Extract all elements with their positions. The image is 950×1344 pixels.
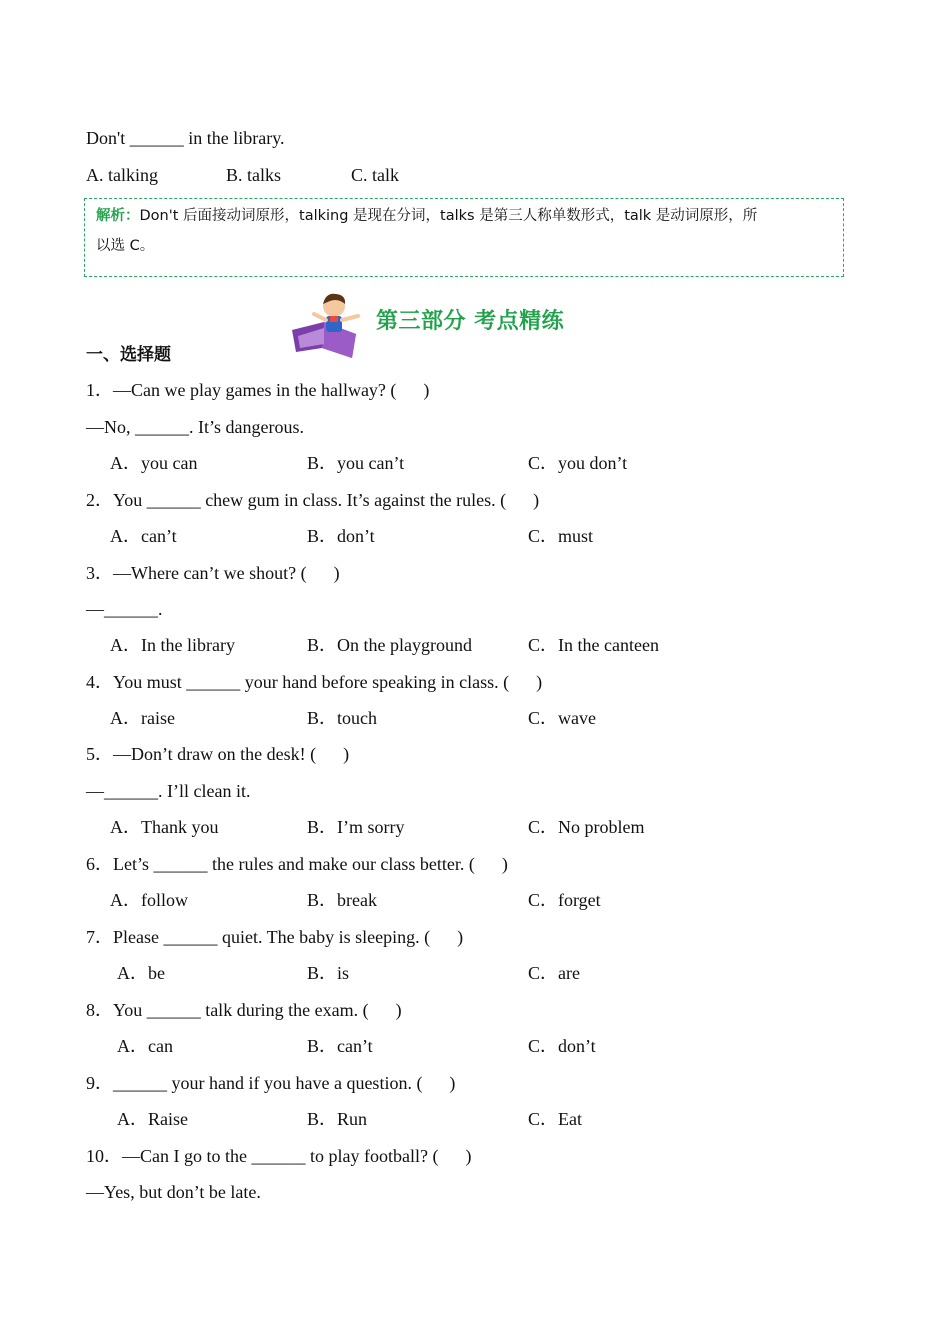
question-3-option-c: C．In the canteen <box>528 635 659 655</box>
analysis-text-1: Don't 后面接动词原形，talking 是现在分词，talks 是第三人称单数形式，talk 是动词原形，所 <box>139 208 758 224</box>
question-6-options <box>0 888 950 912</box>
question-7-option-a: A．be <box>117 963 165 983</box>
question-5-options <box>0 815 950 839</box>
question-9-options <box>0 1107 950 1131</box>
question-7-options <box>0 961 950 985</box>
question-2-options <box>0 524 950 548</box>
question-1-option-c: C．you don’t <box>528 453 628 473</box>
question-8-options <box>0 1034 950 1058</box>
question-3-option-a: A．In the library <box>110 635 235 655</box>
question-3-line-2: —______. <box>86 599 163 619</box>
question-6-option-a: A．follow <box>110 890 188 910</box>
question-2-line-1: 2．You ______ chew gum in class. It’s against the rules. ( ) <box>86 490 540 510</box>
question-8-option-b: B．can’t <box>307 1036 373 1056</box>
question-1-option-a: A．you can <box>110 453 198 473</box>
question-2-option-c: C．must <box>528 526 594 546</box>
question-9-option-c: C．Eat <box>528 1109 582 1129</box>
question-7-option-c: C．are <box>528 963 580 983</box>
example-option-a: A. talking <box>86 165 158 185</box>
question-8-option-a: A．can <box>117 1036 173 1056</box>
question-4-option-c: C．wave <box>528 708 596 728</box>
question-9-option-b: B．Run <box>307 1109 368 1129</box>
part-title: 第三部分 考点精练 <box>376 309 565 334</box>
question-6-option-b: B．break <box>307 890 377 910</box>
question-1-option-b: B．you can’t <box>307 453 405 473</box>
question-2-option-b: B．don’t <box>307 526 375 546</box>
question-5-option-b: B．I’m sorry <box>307 817 405 837</box>
question-10-line-1: 10．—Can I go to the ______ to play football? ( ) <box>86 1146 472 1166</box>
question-3-options <box>0 633 950 657</box>
question-10-line-2: —Yes, but don’t be late. <box>86 1182 261 1202</box>
question-4-option-a: A．raise <box>110 708 175 728</box>
question-1-options <box>0 451 950 475</box>
question-4-options <box>0 706 950 730</box>
question-5-line-1: 5．—Don’t draw on the desk! ( ) <box>86 744 350 764</box>
analysis-line-2: 以选 C。 <box>96 238 155 254</box>
question-7-option-b: B．is <box>307 963 350 983</box>
analysis-line-1 <box>96 201 833 231</box>
example-question: Don't ______ in the library. <box>86 128 285 148</box>
question-2-option-a: A．can’t <box>110 526 177 546</box>
question-9-option-a: A．Raise <box>117 1109 188 1129</box>
question-4-line-1: 4．You must ______ your hand before speaking in class. ( ) <box>86 672 543 692</box>
analysis-label: 解析： <box>96 208 140 224</box>
example-options <box>0 163 950 187</box>
question-6-option-c: C．forget <box>528 890 601 910</box>
question-3-option-b: B．On the playground <box>307 635 472 655</box>
question-5-option-a: A．Thank you <box>110 817 219 837</box>
question-1-line-1: 1．—Can we play games in the hallway? ( ) <box>86 380 430 400</box>
example-option-b: B. talks <box>226 165 282 185</box>
analysis-box <box>84 198 844 277</box>
question-5-option-c: C．No problem <box>528 817 645 837</box>
question-4-option-b: B．touch <box>307 708 377 728</box>
question-1-line-2: —No, ______. It’s dangerous. <box>86 417 304 437</box>
question-7-line-1: 7．Please ______ quiet. The baby is sleeping. ( ) <box>86 927 464 947</box>
example-option-c: C. talk <box>351 165 399 185</box>
question-5-line-2: —______. I’ll clean it. <box>86 781 251 801</box>
question-8-option-c: C．don’t <box>528 1036 596 1056</box>
question-9-line-1: 9．______ your hand if you have a question. ( ) <box>86 1073 456 1093</box>
question-8-line-1: 8．You ______ talk during the exam. ( ) <box>86 1000 402 1020</box>
section-title: 一、选择题 <box>86 345 171 365</box>
question-3-line-1: 3．—Where can’t we shout? ( ) <box>86 563 340 583</box>
question-6-line-1: 6．Let’s ______ the rules and make our class better. ( ) <box>86 854 508 874</box>
